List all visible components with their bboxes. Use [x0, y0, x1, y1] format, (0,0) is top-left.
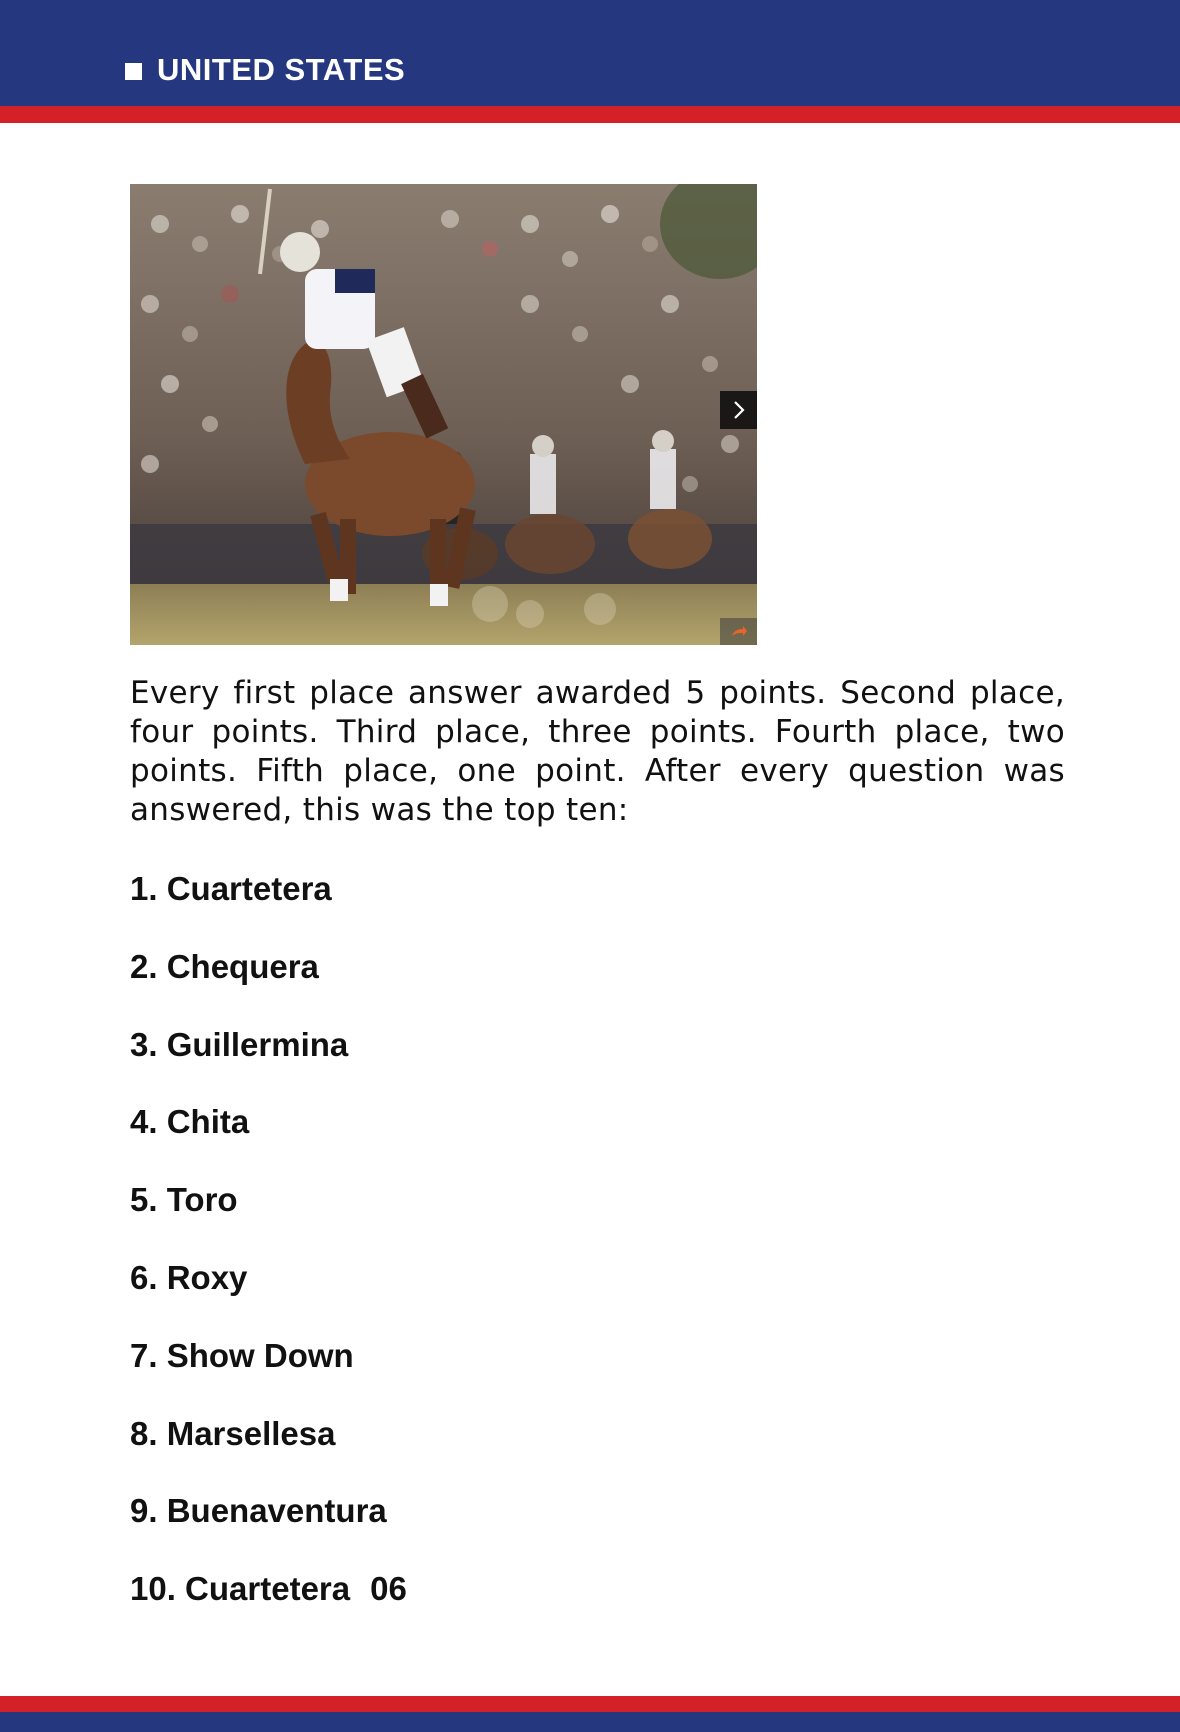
share-icon: [730, 626, 748, 638]
list-item: [130, 1566, 407, 1644]
list-item: [130, 1177, 407, 1255]
list-item: [130, 1255, 407, 1333]
footer-stripe: [0, 1696, 1180, 1712]
ranking-list: [130, 866, 407, 1644]
rank-number: 8.: [130, 1414, 158, 1452]
rank-number: 1.: [130, 870, 158, 907]
next-image-button[interactable]: [720, 391, 757, 429]
polo-photo-illustration: [130, 184, 757, 645]
rank-number: 5.: [130, 1181, 158, 1219]
page-number: 06: [370, 1570, 407, 1608]
rank-number: 10.: [130, 1570, 176, 1608]
rank-number: 6.: [130, 1258, 158, 1296]
list-item: [130, 1022, 407, 1100]
horse-name: Cuartetera: [166, 870, 332, 907]
horse-name: Marsellesa: [166, 1414, 336, 1452]
list-item: [130, 1411, 407, 1489]
horse-name: Roxy: [166, 1258, 248, 1296]
chevron-right-icon: [732, 400, 746, 420]
section-marker-icon: [125, 63, 142, 80]
horse-name: Toro: [166, 1181, 238, 1219]
rank-number: 4.: [130, 1103, 158, 1141]
horse-name: Buenaventura: [166, 1492, 387, 1530]
header-bar: [0, 0, 1180, 106]
header-stripe: [0, 106, 1180, 123]
list-item: [130, 1488, 407, 1566]
rank-number: 3.: [130, 1025, 158, 1063]
rank-number: 7.: [130, 1336, 158, 1374]
list-item: [130, 866, 407, 944]
share-button[interactable]: [720, 618, 757, 645]
list-item: [130, 1333, 407, 1411]
rank-number: 2.: [130, 947, 158, 985]
list-item: [130, 1099, 407, 1177]
horse-name: Show Down: [166, 1336, 354, 1374]
intro-paragraph: Every first place answer awarded 5 points. Second place, four points. Third place, three points. Fourth place, two points. Fifth place, one point. After every question was answered, this was the top ten:: [130, 675, 1065, 828]
footer-bar: [0, 1712, 1180, 1732]
horse-name: Chita: [166, 1103, 250, 1141]
horse-name: Chequera: [166, 947, 319, 985]
horse-name: Guillermina: [166, 1025, 349, 1063]
list-item: [130, 944, 407, 1022]
rank-number: 9.: [130, 1492, 158, 1530]
polo-photo: [130, 184, 757, 645]
horse-name: Cuartetera: [185, 1570, 351, 1608]
section-title: UNITED STATES: [157, 52, 406, 87]
